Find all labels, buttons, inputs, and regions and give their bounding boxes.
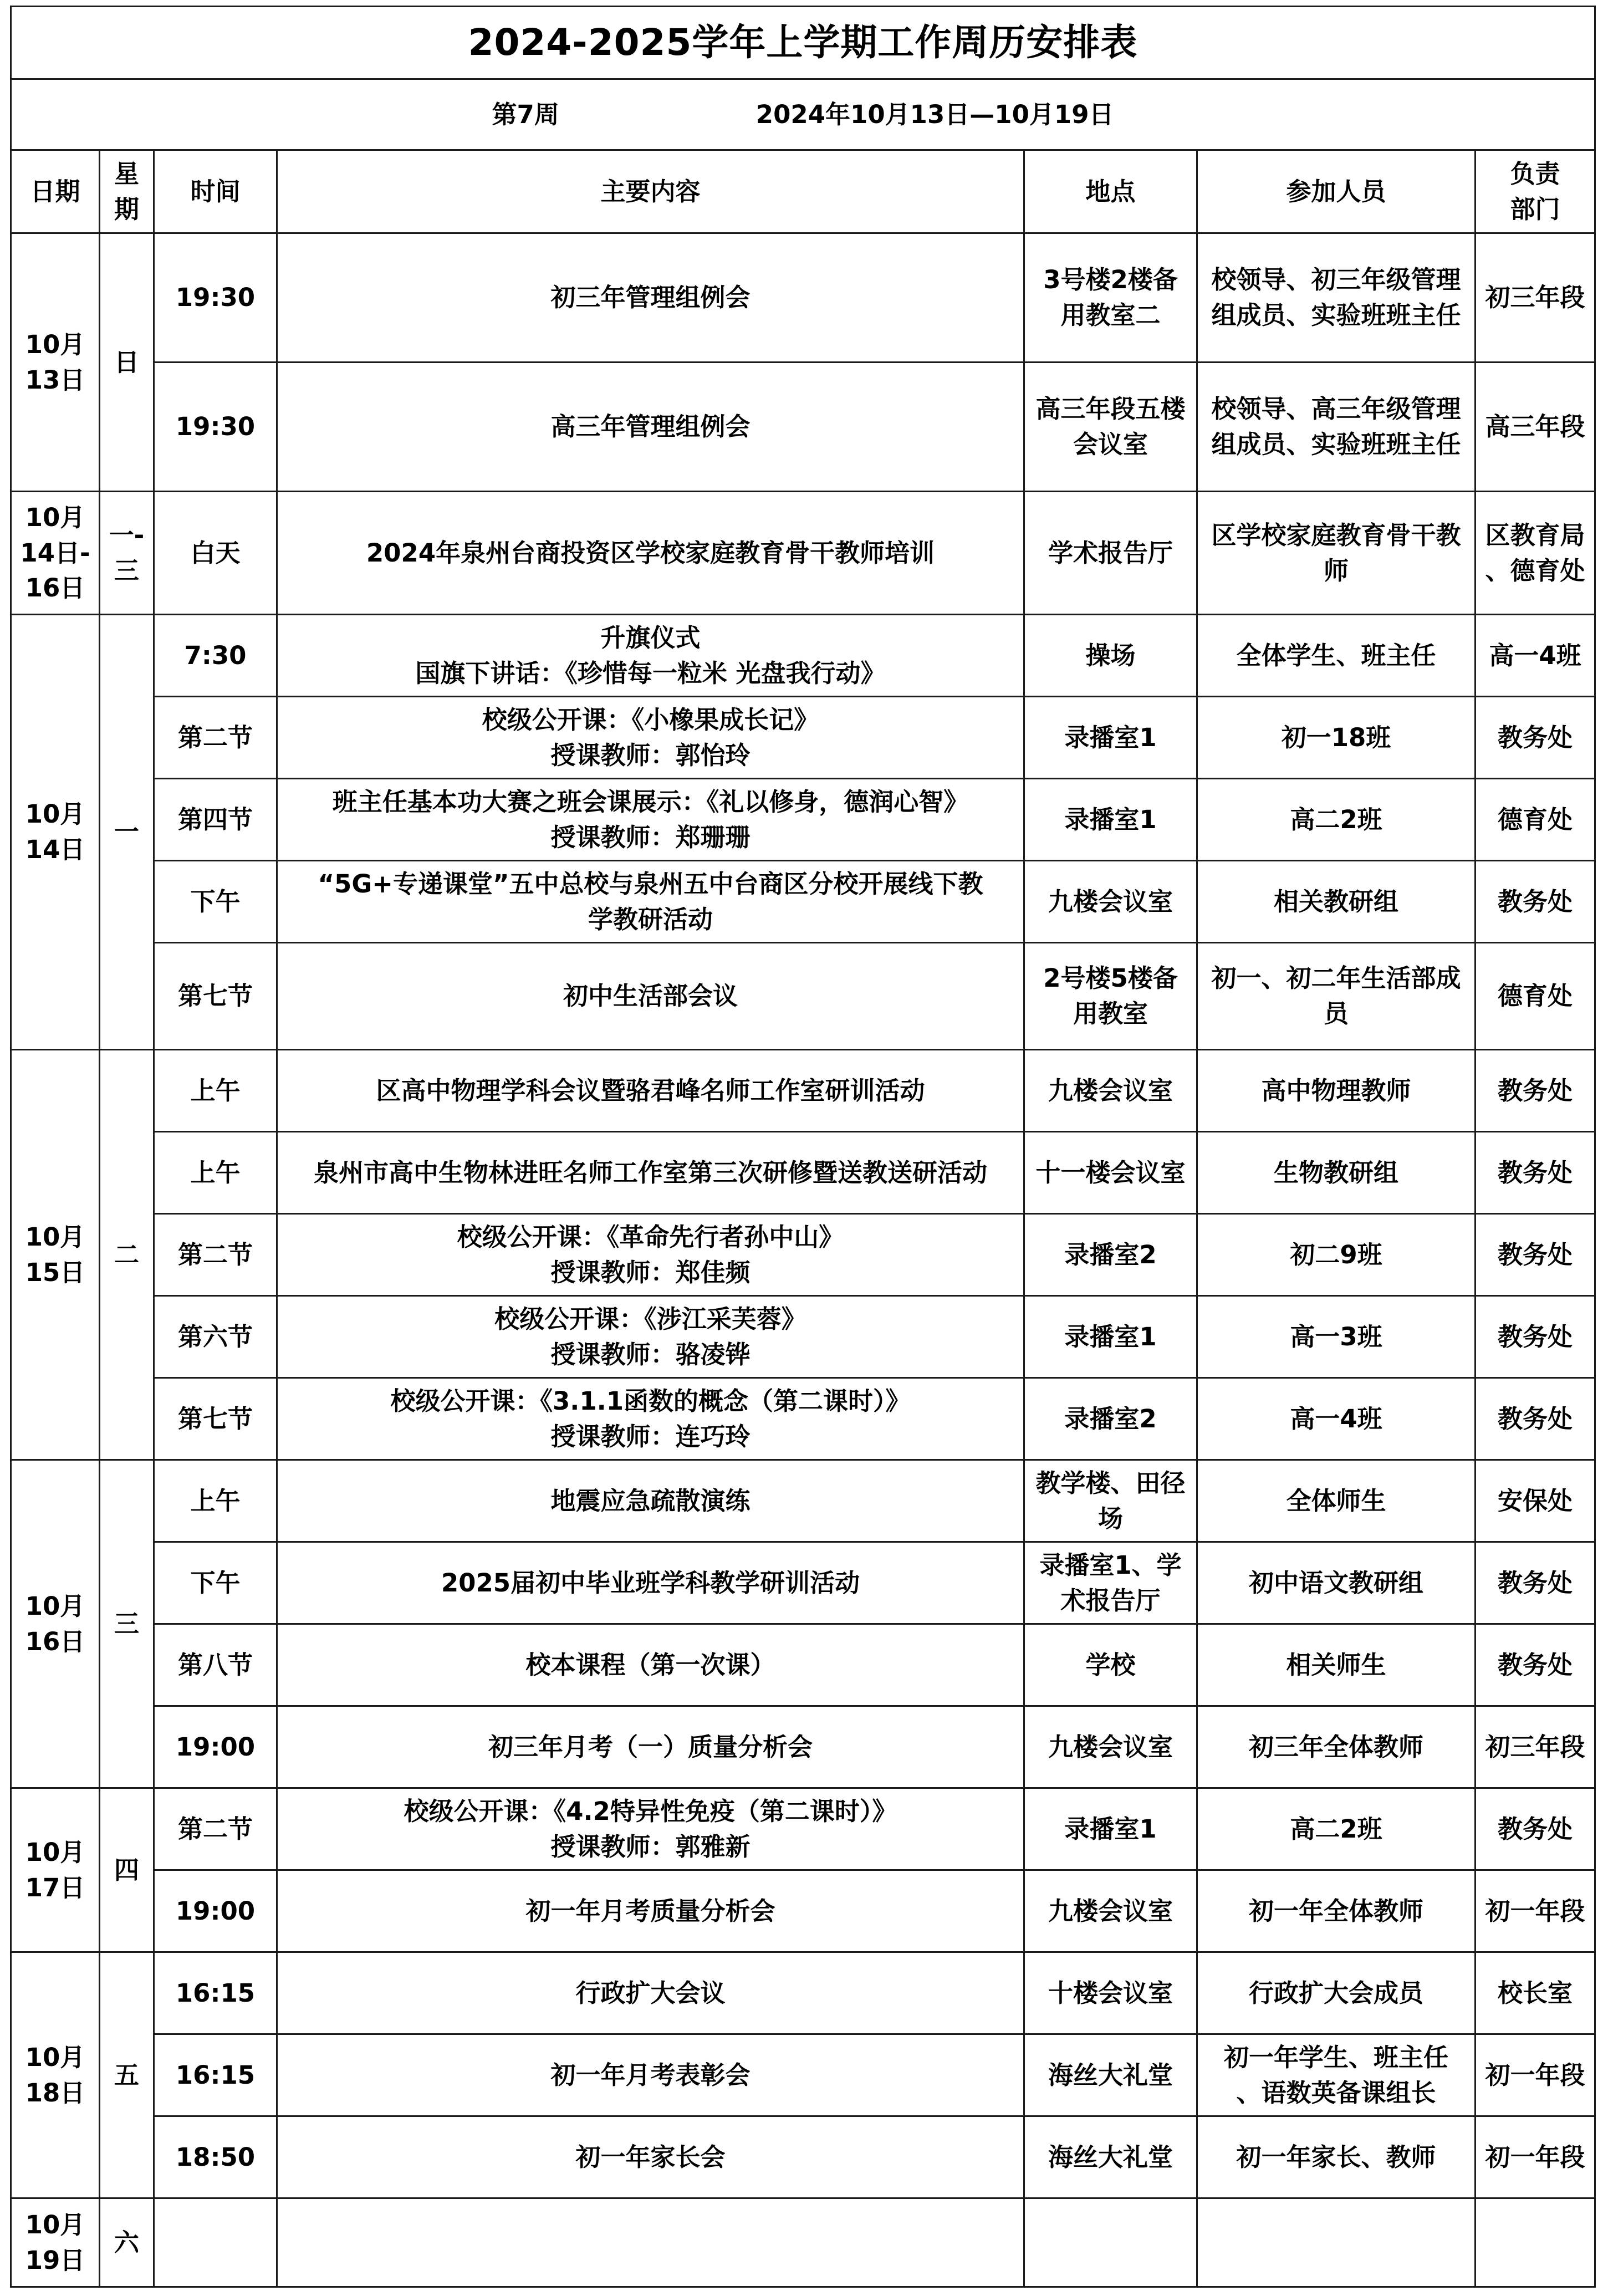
weekly-schedule-table <box>10 6 1596 2288</box>
participants-cell <box>1197 861 1476 943</box>
content-line: 校级公开课：《涉江采芙蓉》 <box>494 1304 806 1334</box>
location-line: 录播室1 <box>1064 1322 1157 1351</box>
date-cell <box>11 1050 100 1460</box>
content-cell <box>277 2116 1024 2198</box>
location-line: 教学楼、田径 <box>1035 1468 1186 1498</box>
time-cell: 第七节 <box>154 1378 277 1460</box>
date-line: 17日 <box>25 1872 85 1902</box>
header-participants: 参加人员 <box>1197 150 1476 233</box>
participants-line: 初一18班 <box>1281 722 1391 752</box>
dept-line: 高一4班 <box>1489 640 1581 670</box>
content-cell <box>277 1132 1024 1214</box>
location-cell <box>1024 1624 1197 1706</box>
time-cell: 第八节 <box>154 1624 277 1706</box>
participants-cell <box>1197 2116 1476 2198</box>
content-cell <box>277 943 1024 1050</box>
location-line: 录播室1 <box>1064 722 1157 752</box>
location-cell <box>1024 1870 1197 1952</box>
content-cell <box>277 1378 1024 1460</box>
content-cell <box>277 861 1024 943</box>
dept-cell <box>1476 779 1595 861</box>
participants-line: 校领导、初三年级管理 <box>1211 265 1461 295</box>
dept-cell <box>1476 1870 1595 1952</box>
location-line: 术报告厅 <box>1060 1585 1161 1615</box>
participants-cell <box>1197 1952 1476 2034</box>
schedule-row <box>11 1788 1595 1870</box>
participants-cell <box>1197 2198 1476 2287</box>
schedule-row <box>11 697 1595 779</box>
weekday-cell: 一-三 <box>100 492 154 615</box>
location-line: 九楼会议室 <box>1048 1732 1173 1762</box>
content-line: 授课教师：郭怡玲 <box>550 740 751 770</box>
dept-line: 教务处 <box>1497 1404 1573 1433</box>
dept-cell <box>1476 1952 1595 2034</box>
schedule-row <box>11 1460 1595 1542</box>
dept-cell <box>1476 1542 1595 1624</box>
schedule-row <box>11 363 1595 492</box>
participants-cell <box>1197 1542 1476 1624</box>
time-cell: 第四节 <box>154 779 277 861</box>
location-cell <box>1024 492 1197 615</box>
content-line: 初一年月考表彰会 <box>550 2060 751 2090</box>
location-line: 十一楼会议室 <box>1035 1157 1186 1187</box>
participants-cell <box>1197 363 1476 492</box>
schedule-row <box>11 2198 1595 2287</box>
location-cell <box>1024 615 1197 697</box>
header-location: 地点 <box>1024 150 1197 233</box>
participants-cell <box>1197 1870 1476 1952</box>
schedule-row <box>11 1378 1595 1460</box>
date-line: 10月 <box>25 799 85 829</box>
participants-line: 高一3班 <box>1290 1322 1382 1351</box>
schedule-row <box>11 1132 1595 1214</box>
participants-line: 初三年全体教师 <box>1248 1732 1423 1762</box>
content-cell <box>277 697 1024 779</box>
participants-line: 相关师生 <box>1286 1650 1386 1680</box>
week-info <box>11 79 1595 150</box>
time-cell: 19:00 <box>154 1870 277 1952</box>
content-cell <box>277 233 1024 363</box>
page-title: 2024-2025学年上学期工作周历安排表 <box>11 7 1595 79</box>
content-cell <box>277 363 1024 492</box>
dept-cell <box>1476 1706 1595 1788</box>
dept-cell <box>1476 363 1595 492</box>
content-line: 授课教师：郑珊珊 <box>550 822 751 852</box>
dept-line: 教务处 <box>1497 1075 1573 1105</box>
participants-cell <box>1197 2034 1476 2116</box>
dept-cell <box>1476 233 1595 363</box>
location-cell <box>1024 779 1197 861</box>
dept-cell <box>1476 861 1595 943</box>
date-line: 14日 <box>25 835 85 864</box>
dept-cell <box>1476 1296 1595 1378</box>
dept-line: 初一年段 <box>1485 2142 1585 2172</box>
date-cell <box>11 1952 100 2198</box>
schedule-row <box>11 1542 1595 1624</box>
header-content: 主要内容 <box>277 150 1024 233</box>
dept-line: 、德育处 <box>1485 555 1585 585</box>
participants-cell <box>1197 1706 1476 1788</box>
header-dept <box>1476 150 1595 233</box>
dept-line: 校长室 <box>1497 1978 1573 2008</box>
time-cell: 上午 <box>154 1132 277 1214</box>
content-cell <box>277 1542 1024 1624</box>
dept-cell <box>1476 1788 1595 1870</box>
dept-line: 德育处 <box>1497 981 1573 1011</box>
dept-line: 教务处 <box>1497 1814 1573 1844</box>
date-cell <box>11 1460 100 1788</box>
content-line: 校本课程（第一次课） <box>525 1650 775 1680</box>
content-cell <box>277 492 1024 615</box>
participants-line: 相关教研组 <box>1273 886 1398 916</box>
time-cell: 16:15 <box>154 2034 277 2116</box>
location-cell <box>1024 1296 1197 1378</box>
participants-cell <box>1197 615 1476 697</box>
content-line: 授课教师：郑佳频 <box>550 1257 751 1287</box>
content-line: 区高中物理学科会议暨骆君峰名师工作室研训活动 <box>376 1075 925 1105</box>
dept-cell <box>1476 1214 1595 1296</box>
content-line: 行政扩大会议 <box>575 1978 726 2008</box>
participants-cell <box>1197 943 1476 1050</box>
schedule-row <box>11 1050 1595 1132</box>
time-cell: 19:30 <box>154 233 277 363</box>
participants-line: 初一年学生、班主任 <box>1223 2042 1448 2072</box>
time-cell <box>154 2198 277 2287</box>
participants-line: 初一年家长、教师 <box>1236 2142 1436 2172</box>
content-line: 泉州市高中生物林进旺名师工作室第三次研修暨送教送研活动 <box>313 1157 987 1187</box>
schedule-row <box>11 615 1595 697</box>
header-dept-line: 负责 <box>1510 159 1560 188</box>
participants-line: 初一、初二年生活部成 <box>1211 963 1461 993</box>
time-cell: 第七节 <box>154 943 277 1050</box>
location-line: 录播室1、学 <box>1039 1550 1182 1580</box>
participants-line: 生物教研组 <box>1273 1157 1398 1187</box>
time-cell: 上午 <box>154 1050 277 1132</box>
dept-cell <box>1476 697 1595 779</box>
date-line: 16日 <box>25 573 85 603</box>
location-cell <box>1024 1788 1197 1870</box>
schedule-row <box>11 779 1595 861</box>
location-line: 九楼会议室 <box>1048 1075 1173 1105</box>
week-label: 第7周 <box>492 99 559 129</box>
column-header-row <box>11 150 1595 233</box>
content-cell <box>277 615 1024 697</box>
participants-line: 校领导、高三年级管理 <box>1211 394 1461 424</box>
participants-cell <box>1197 1624 1476 1706</box>
content-line: 校级公开课：《4.2特异性免疫（第二课时）》 <box>404 1796 897 1826</box>
location-cell <box>1024 1378 1197 1460</box>
date-line: 10月 <box>25 329 85 359</box>
location-cell <box>1024 1706 1197 1788</box>
schedule-row <box>11 1870 1595 1952</box>
content-cell <box>277 1624 1024 1706</box>
date-cell <box>11 2198 100 2287</box>
content-line: 初一年家长会 <box>575 2142 726 2172</box>
location-line: 会议室 <box>1073 430 1148 459</box>
weekday-cell: 四 <box>100 1788 154 1952</box>
time-cell: 下午 <box>154 861 277 943</box>
date-line: 10月 <box>25 2210 85 2239</box>
location-line: 学校 <box>1085 1650 1136 1680</box>
content-line: 初一年月考质量分析会 <box>525 1896 775 1926</box>
content-line: 高三年管理组例会 <box>550 412 751 442</box>
dept-line: 教务处 <box>1497 1568 1573 1598</box>
dept-cell <box>1476 2034 1595 2116</box>
weekday-cell: 二 <box>100 1050 154 1460</box>
content-line: 初三年月考（一）质量分析会 <box>488 1732 813 1762</box>
dept-line: 初三年段 <box>1485 283 1585 313</box>
time-cell: 19:30 <box>154 363 277 492</box>
content-line: 授课教师：骆凌铧 <box>550 1339 751 1369</box>
header-time: 时间 <box>154 150 277 233</box>
location-cell <box>1024 697 1197 779</box>
schedule-row <box>11 1214 1595 1296</box>
header-dept-line: 部门 <box>1510 194 1560 224</box>
dept-cell <box>1476 1624 1595 1706</box>
dept-line: 高三年段 <box>1485 412 1585 442</box>
dept-line: 教务处 <box>1497 1157 1573 1187</box>
dept-cell <box>1476 615 1595 697</box>
time-cell: 第二节 <box>154 1214 277 1296</box>
location-cell <box>1024 1050 1197 1132</box>
content-line: 升旗仪式 <box>600 623 701 652</box>
dept-cell <box>1476 2198 1595 2287</box>
content-line: 地震应急疏散演练 <box>550 1486 751 1516</box>
dept-line: 教务处 <box>1497 722 1573 752</box>
date-line: 10月 <box>25 502 85 532</box>
location-line: 2号楼5楼备 <box>1043 963 1178 993</box>
time-cell: 下午 <box>154 1542 277 1624</box>
location-cell <box>1024 233 1197 363</box>
participants-cell <box>1197 1296 1476 1378</box>
date-line: 18日 <box>25 2078 85 2108</box>
content-line: 国旗下讲话：《珍惜每一粒米 光盘我行动》 <box>415 658 886 688</box>
location-cell <box>1024 1952 1197 2034</box>
participants-line: 高二2班 <box>1290 1814 1382 1844</box>
dept-cell <box>1476 943 1595 1050</box>
content-line: 初中生活部会议 <box>563 981 738 1011</box>
time-cell: 第六节 <box>154 1296 277 1378</box>
location-cell <box>1024 2116 1197 2198</box>
participants-cell <box>1197 1214 1476 1296</box>
participants-line: 员 <box>1323 999 1349 1028</box>
participants-line: 初一年全体教师 <box>1248 1896 1423 1926</box>
location-cell <box>1024 861 1197 943</box>
date-line: 16日 <box>25 1626 85 1656</box>
dept-line: 教务处 <box>1497 1239 1573 1269</box>
location-cell <box>1024 2034 1197 2116</box>
location-line: 3号楼2楼备 <box>1043 265 1178 295</box>
participants-line: 全体学生、班主任 <box>1236 640 1436 670</box>
participants-line: 初二9班 <box>1290 1239 1382 1269</box>
schedule-row <box>11 2116 1595 2198</box>
participants-cell <box>1197 1050 1476 1132</box>
location-cell <box>1024 1542 1197 1624</box>
dept-line: 教务处 <box>1497 1322 1573 1351</box>
date-line: 10月 <box>25 1222 85 1252</box>
header-date: 日期 <box>11 150 100 233</box>
content-line: 校级公开课：《3.1.1函数的概念（第二课时）》 <box>390 1386 911 1416</box>
participants-cell <box>1197 492 1476 615</box>
participants-line: 高中物理教师 <box>1261 1075 1411 1105</box>
location-line: 学术报告厅 <box>1048 538 1173 568</box>
location-line: 十楼会议室 <box>1048 1978 1173 2008</box>
location-line: 录播室2 <box>1064 1404 1157 1433</box>
weekday-cell: 日 <box>100 233 154 492</box>
location-line: 录播室1 <box>1064 1814 1157 1844</box>
schedule-row <box>11 1296 1595 1378</box>
dept-line: 初一年段 <box>1485 2060 1585 2090</box>
schedule-row <box>11 861 1595 943</box>
date-cell <box>11 492 100 615</box>
content-cell <box>277 1788 1024 1870</box>
date-cell <box>11 615 100 1050</box>
location-line: 场 <box>1097 1503 1123 1533</box>
participants-line: 行政扩大会成员 <box>1248 1978 1423 2008</box>
dept-cell <box>1476 1050 1595 1132</box>
date-range: 2024年10月13日—10月19日 <box>755 99 1114 129</box>
content-cell <box>277 1214 1024 1296</box>
location-cell <box>1024 2198 1197 2287</box>
location-cell <box>1024 1460 1197 1542</box>
content-cell <box>277 1050 1024 1132</box>
content-line: 学教研活动 <box>588 904 713 934</box>
time-cell: 16:15 <box>154 1952 277 2034</box>
content-line: 授课教师：郭雅新 <box>550 1831 751 1861</box>
time-cell: 7:30 <box>154 615 277 697</box>
participants-line: 组成员、实验班班主任 <box>1211 300 1461 330</box>
dept-line: 初三年段 <box>1485 1732 1585 1762</box>
schedule-row <box>11 1952 1595 2034</box>
location-line: 操场 <box>1085 640 1136 670</box>
content-line: 班主任基本功大赛之班会课展示：《礼以修身，德润心智》 <box>332 787 969 817</box>
participants-line: 高二2班 <box>1290 804 1382 834</box>
location-line: 高三年段五楼 <box>1035 394 1186 424</box>
date-line: 19日 <box>25 2245 85 2275</box>
participants-line: 组成员、实验班班主任 <box>1211 430 1461 459</box>
content-cell <box>277 779 1024 861</box>
location-line: 用教室二 <box>1060 300 1161 330</box>
location-line: 录播室1 <box>1064 804 1157 834</box>
participants-line: 全体师生 <box>1286 1486 1386 1516</box>
weekday-cell: 一 <box>100 615 154 1050</box>
schedule-row <box>11 943 1595 1050</box>
date-cell <box>11 1788 100 1952</box>
content-cell <box>277 1870 1024 1952</box>
time-cell: 上午 <box>154 1460 277 1542</box>
time-cell: 19:00 <box>154 1706 277 1788</box>
content-line: 授课教师：连巧玲 <box>550 1421 751 1451</box>
dept-line: 初一年段 <box>1485 1896 1585 1926</box>
time-cell: 18:50 <box>154 2116 277 2198</box>
participants-cell <box>1197 697 1476 779</box>
weekday-cell: 五 <box>100 1952 154 2198</box>
content-line: 校级公开课：《革命先行者孙中山》 <box>457 1222 844 1252</box>
location-line: 九楼会议室 <box>1048 886 1173 916</box>
dept-line: 区教育局 <box>1485 520 1585 550</box>
participants-cell <box>1197 1132 1476 1214</box>
schedule-row <box>11 1624 1595 1706</box>
weekday-cell: 三 <box>100 1460 154 1788</box>
schedule-row <box>11 233 1595 363</box>
location-cell <box>1024 1214 1197 1296</box>
location-line: 录播室2 <box>1064 1239 1157 1269</box>
schedule-row <box>11 1706 1595 1788</box>
content-line: 2025届初中毕业班学科教学研训活动 <box>441 1568 860 1598</box>
date-line: 13日 <box>25 365 85 395</box>
dept-cell <box>1476 1378 1595 1460</box>
dept-cell <box>1476 2116 1595 2198</box>
content-line: 2024年泉州台商投资区学校家庭教育骨干教师培训 <box>366 538 935 568</box>
content-cell <box>277 1706 1024 1788</box>
participants-cell <box>1197 1378 1476 1460</box>
dept-cell <box>1476 492 1595 615</box>
date-line: 14日- <box>20 538 90 568</box>
weekday-cell: 六 <box>100 2198 154 2287</box>
dept-line: 教务处 <box>1497 886 1573 916</box>
date-line: 10月 <box>25 1837 85 1867</box>
content-cell <box>277 1952 1024 2034</box>
content-cell <box>277 2034 1024 2116</box>
date-line: 15日 <box>25 1257 85 1287</box>
time-cell: 第二节 <box>154 1788 277 1870</box>
dept-line: 安保处 <box>1497 1486 1573 1516</box>
participants-cell <box>1197 233 1476 363</box>
time-cell: 白天 <box>154 492 277 615</box>
content-cell <box>277 2198 1024 2287</box>
header-weekday: 星期 <box>100 150 154 233</box>
participants-line: 、语数英备课组长 <box>1236 2078 1436 2108</box>
schedule-row <box>11 492 1595 615</box>
participants-line: 区学校家庭教育骨干教 <box>1211 520 1461 550</box>
location-line: 用教室 <box>1073 999 1148 1028</box>
location-cell <box>1024 1132 1197 1214</box>
content-line: 初三年管理组例会 <box>550 283 751 313</box>
location-line: 海丝大礼堂 <box>1048 2060 1173 2090</box>
date-line: 10月 <box>25 2042 85 2072</box>
dept-line: 德育处 <box>1497 804 1573 834</box>
date-line: 10月 <box>25 1591 85 1621</box>
location-line: 海丝大礼堂 <box>1048 2142 1173 2172</box>
content-cell <box>277 1296 1024 1378</box>
dept-cell <box>1476 1460 1595 1542</box>
content-cell <box>277 1460 1024 1542</box>
date-cell <box>11 233 100 492</box>
time-cell: 第二节 <box>154 697 277 779</box>
participants-line: 师 <box>1323 555 1349 585</box>
schedule-row <box>11 2034 1595 2116</box>
participants-cell <box>1197 1460 1476 1542</box>
participants-cell <box>1197 1788 1476 1870</box>
location-line: 九楼会议室 <box>1048 1896 1173 1926</box>
dept-line: 教务处 <box>1497 1650 1573 1680</box>
location-cell <box>1024 943 1197 1050</box>
content-line: 校级公开课：《小橡果成长记》 <box>482 705 819 734</box>
dept-cell <box>1476 1132 1595 1214</box>
participants-line: 高一4班 <box>1290 1404 1382 1433</box>
content-line: “5G+专递课堂”五中总校与泉州五中台商区分校开展线下教 <box>318 869 983 899</box>
location-cell <box>1024 363 1197 492</box>
participants-line: 初中语文教研组 <box>1248 1568 1423 1598</box>
participants-cell <box>1197 779 1476 861</box>
